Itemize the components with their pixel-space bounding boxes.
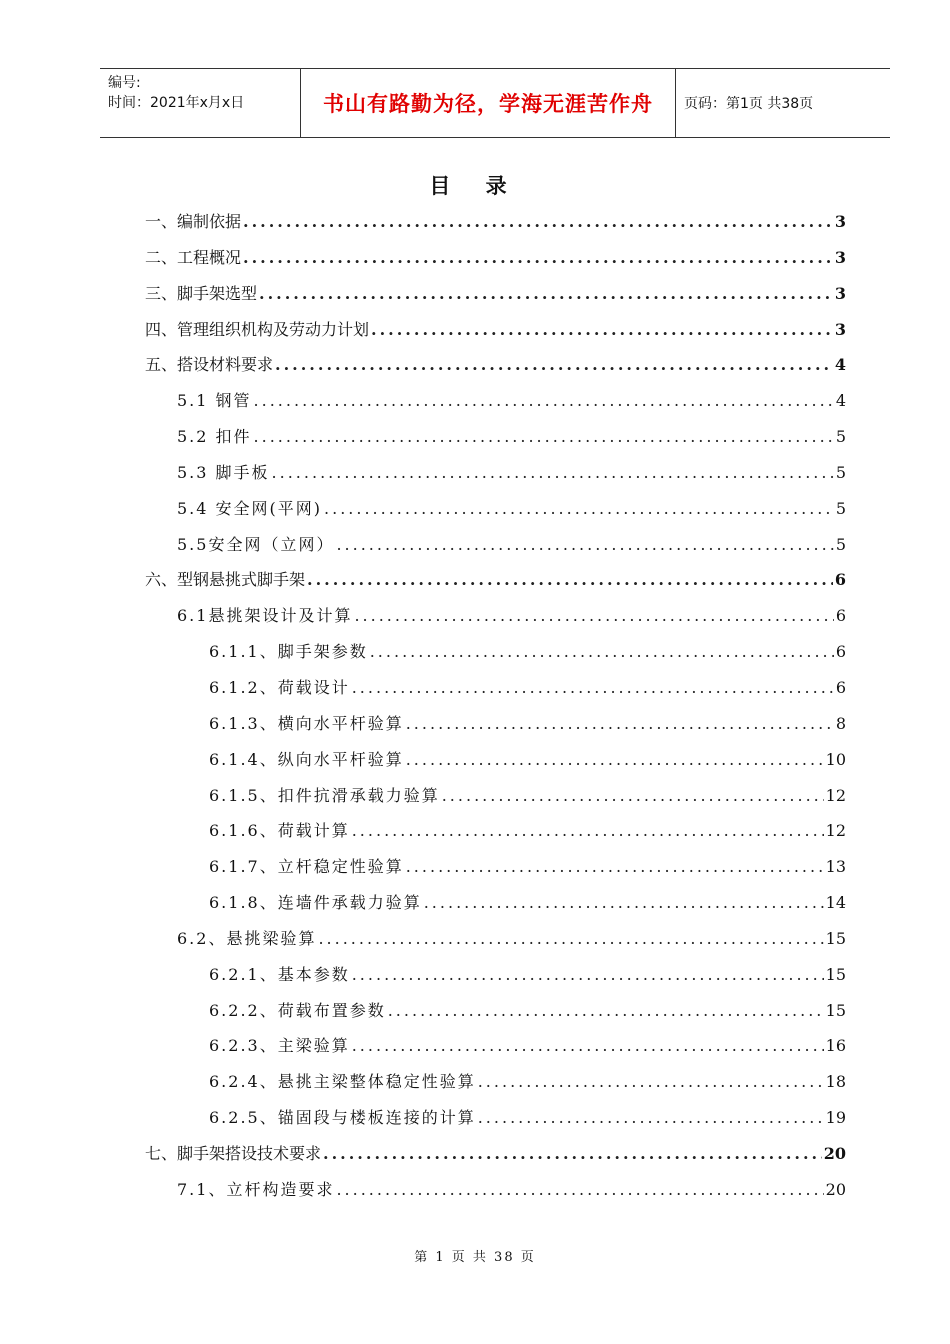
toc-entry-label: 一、编制依据	[145, 212, 242, 231]
toc-entry-label: 5.2 扣件	[177, 427, 252, 447]
toc-entry-page: 8	[835, 713, 846, 733]
toc-entry[interactable]	[145, 562, 846, 598]
toc-entry-label: 三、脚手架选型	[145, 283, 258, 303]
toc-entry-page: 15	[825, 964, 846, 984]
toc-entry-label: 5.4 安全网(平网)	[177, 498, 323, 518]
toc-entry-label: 6.1.6、荷载计算	[209, 821, 350, 841]
time-label: 时间：2021年x月x日	[108, 95, 245, 111]
toc-leader-dots	[324, 491, 834, 527]
toc-entry-label: 七、脚手架搭设技术要求	[145, 1143, 322, 1163]
toc-entry[interactable]	[145, 706, 846, 742]
toc-entry-label: 四、管理组织机构及劳动力计划	[145, 319, 370, 339]
toc-leader-dots	[352, 670, 834, 706]
toc-entry-label: 六、型钢悬挑式脚手架	[145, 570, 306, 590]
toc-entry[interactable]	[145, 312, 846, 348]
header-motto: 书山有路勤为径，学海无涯苦作舟	[300, 69, 676, 137]
toc-entry[interactable]	[145, 455, 846, 491]
toc-entry-label: 6.1.7、立杆稳定性验算	[209, 857, 404, 877]
toc-leader-dots	[323, 1136, 822, 1172]
toc-entry[interactable]	[145, 598, 846, 634]
toc-entry-label: 6.2、悬挑梁验算	[177, 928, 317, 948]
toc-entry[interactable]	[145, 670, 846, 706]
toc-entry-label: 6.2.5、锚固段与楼板连接的计算	[209, 1108, 476, 1128]
table-of-contents	[145, 204, 846, 1208]
toc-leader-dots	[254, 419, 834, 455]
toc-entry-label: 6.1.4、纵向水平杆验算	[209, 749, 404, 769]
toc-leader-dots	[478, 1100, 824, 1136]
toc-entry-page: 4	[835, 391, 846, 411]
toc-entry-page: 15	[825, 928, 846, 948]
toc-entry[interactable]	[145, 1172, 846, 1208]
toc-leader-dots	[370, 634, 834, 670]
toc-entry-label: 6.1.3、横向水平杆验算	[209, 713, 404, 733]
toc-entry[interactable]	[145, 1136, 846, 1172]
toc-entry[interactable]	[145, 993, 846, 1029]
toc-title: 目 录	[429, 174, 521, 198]
toc-entry[interactable]	[145, 813, 846, 849]
toc-entry[interactable]	[145, 921, 846, 957]
number-label: 编号:	[108, 75, 141, 91]
toc-entry[interactable]	[145, 957, 846, 993]
toc-entry-page: 5	[835, 462, 846, 482]
toc-entry-label: 6.2.2、荷载布置参数	[209, 1000, 386, 1020]
toc-entry[interactable]	[145, 742, 846, 778]
toc-entry-page: 12	[825, 821, 846, 841]
toc-entry-page: 13	[825, 857, 846, 877]
toc-leader-dots	[406, 706, 834, 742]
toc-entry-label: 6.1.8、连墙件承载力验算	[209, 893, 422, 913]
toc-entry-page: 6	[835, 642, 846, 662]
toc-entry[interactable]	[145, 276, 846, 312]
toc-leader-dots	[318, 921, 823, 957]
toc-leader-dots	[243, 204, 833, 240]
toc-entry-page: 6	[835, 606, 846, 626]
toc-leader-dots	[336, 527, 833, 563]
toc-entry-page: 18	[825, 1072, 846, 1092]
toc-leader-dots	[371, 312, 833, 348]
toc-leader-dots	[352, 1028, 824, 1064]
toc-leader-dots	[254, 383, 834, 419]
toc-entry[interactable]	[145, 347, 846, 383]
toc-entry[interactable]	[145, 240, 846, 276]
toc-entry[interactable]	[145, 778, 846, 814]
toc-leader-dots	[275, 347, 833, 383]
toc-entry-label: 五、搭设材料要求	[145, 355, 274, 375]
toc-entry-page: 6	[834, 570, 846, 590]
toc-entry-page: 3	[834, 283, 846, 303]
toc-entry-page: 3	[834, 247, 846, 267]
toc-leader-dots	[388, 993, 824, 1029]
header-meta	[100, 69, 300, 137]
header-page-info: 页码：第1页 共38页	[684, 96, 814, 112]
toc-leader-dots	[406, 849, 824, 885]
toc-leader-dots	[478, 1064, 824, 1100]
toc-leader-dots	[354, 598, 833, 634]
toc-entry-page: 20	[825, 1179, 846, 1199]
page-footer: 第 1 页 共 38 页	[414, 1250, 536, 1265]
toc-leader-dots	[406, 742, 824, 778]
toc-entry[interactable]	[145, 527, 846, 563]
toc-entry-label: 6.1悬挑架设计及计算	[177, 606, 353, 626]
toc-entry[interactable]	[145, 419, 846, 455]
toc-entry[interactable]	[145, 634, 846, 670]
toc-leader-dots	[259, 276, 833, 312]
toc-entry-label: 5.5安全网（立网）	[177, 534, 335, 554]
toc-entry-page: 10	[825, 749, 846, 769]
toc-entry-label: 6.2.1、基本参数	[209, 964, 350, 984]
toc-entry-page: 16	[825, 1036, 846, 1056]
toc-entry-page: 5	[835, 534, 846, 554]
toc-entry-label: 6.2.3、主梁验算	[209, 1036, 350, 1056]
toc-entry[interactable]	[145, 1100, 846, 1136]
toc-entry-page: 3	[834, 212, 846, 231]
toc-entry-page: 19	[825, 1108, 846, 1128]
toc-leader-dots	[352, 813, 824, 849]
toc-leader-dots	[272, 455, 834, 491]
toc-leader-dots	[424, 885, 824, 921]
toc-entry[interactable]	[145, 885, 846, 921]
toc-entry[interactable]	[145, 1028, 846, 1064]
toc-entry-label: 6.1.5、扣件抗滑承载力验算	[209, 785, 440, 805]
toc-leader-dots	[352, 957, 824, 993]
toc-entry-page: 15	[825, 1000, 846, 1020]
toc-leader-dots	[442, 778, 824, 814]
toc-entry-page: 20	[823, 1143, 846, 1163]
toc-entry-label: 5.3 脚手板	[177, 462, 270, 482]
toc-entry[interactable]	[145, 383, 846, 419]
toc-entry-page: 5	[835, 498, 846, 518]
toc-entry-label: 7.1、立杆构造要求	[177, 1179, 335, 1199]
toc-leader-dots	[243, 240, 833, 276]
toc-entry-page: 6	[835, 677, 846, 697]
toc-entry-page: 4	[834, 355, 846, 375]
toc-leader-dots	[336, 1172, 823, 1208]
document-header	[100, 68, 890, 138]
toc-entry-page: 3	[834, 319, 846, 339]
toc-entry[interactable]	[145, 849, 846, 885]
toc-entry-page: 14	[825, 893, 846, 913]
toc-entry[interactable]	[145, 491, 846, 527]
toc-entry-label: 5.1 钢管	[177, 391, 252, 411]
toc-entry[interactable]	[145, 1064, 846, 1100]
toc-entry-page: 12	[825, 785, 846, 805]
toc-entry-label: 6.1.1、脚手架参数	[209, 642, 368, 662]
toc-entry-page: 5	[835, 427, 846, 447]
toc-entry[interactable]	[145, 204, 846, 240]
toc-leader-dots	[307, 562, 833, 598]
toc-entry-label: 6.1.2、荷载设计	[209, 677, 350, 697]
toc-entry-label: 6.2.4、悬挑主梁整体稳定性验算	[209, 1072, 476, 1092]
toc-entry-label: 二、工程概况	[145, 247, 242, 267]
